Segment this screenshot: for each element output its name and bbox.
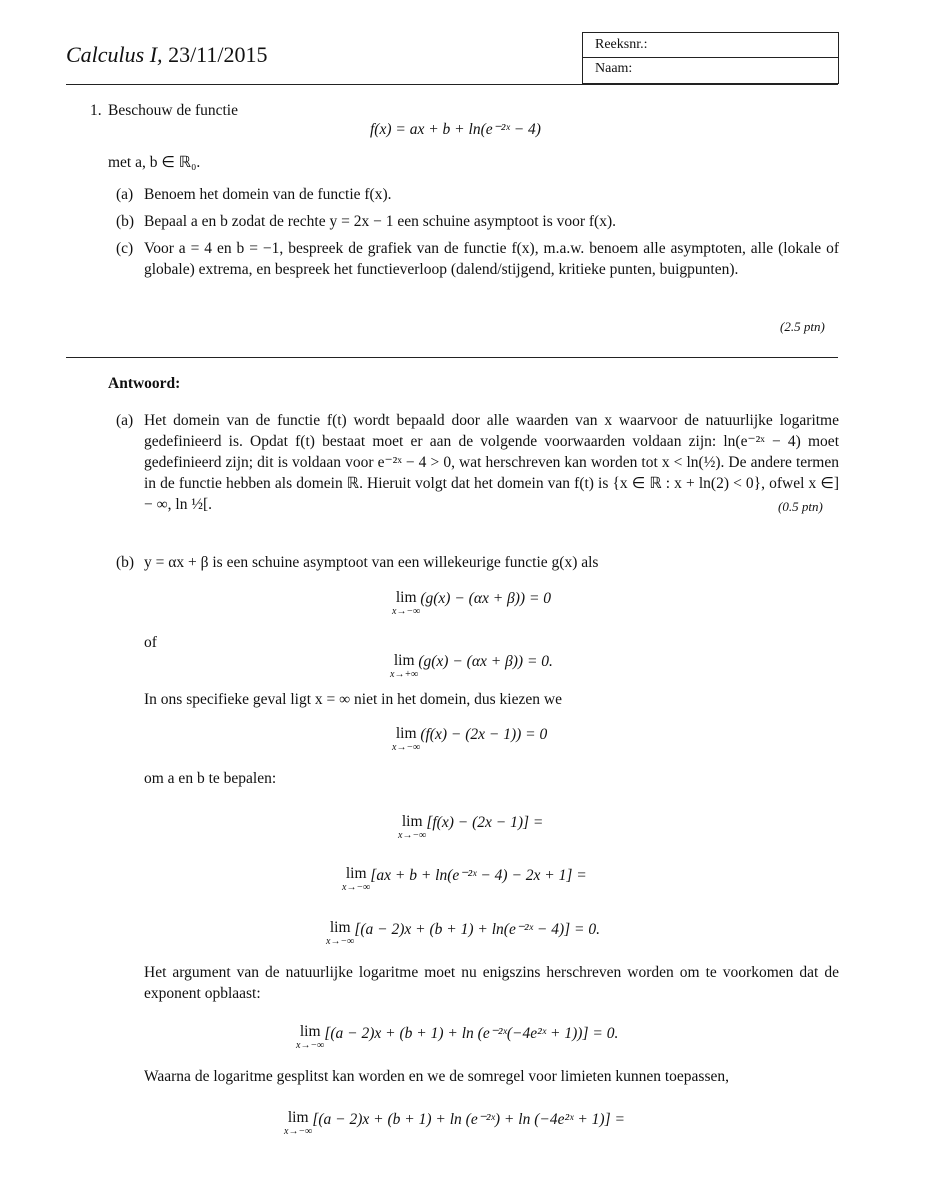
determine-text: om a en b te bepalen:: [144, 770, 277, 787]
student-info-box: [582, 32, 839, 84]
exam-date: 23/11/2015: [168, 42, 268, 67]
specific-case-text: In ons specifieke geval ligt x = ∞ niet in het domein, dus kiezen we: [144, 691, 562, 708]
part-c-label: (c): [116, 240, 134, 257]
page-title: [66, 42, 267, 68]
part-a-label: (a): [116, 186, 134, 203]
question-number: 1.: [90, 102, 102, 119]
question-intro: Beschouw de functie: [108, 102, 238, 119]
equation-2: lim x→+∞ (g(x) − (αx + β)) = 0.: [390, 652, 553, 680]
question-points: (2.5 ptn): [780, 319, 825, 334]
equation-1: lim x→−∞ (g(x) − (αx + β)) = 0: [392, 589, 552, 617]
part-b-label: (b): [116, 213, 135, 230]
equation-6: lim x→−∞ [(a − 2)x + (b + 1) + ln(e⁻²ˣ − 4)] = 0.: [326, 919, 601, 947]
answer-a-text: Het domein van de functie f(t) wordt bepaald door alle waarden van x waarvoor de natuurlijke logaritme gedefinieerd is. Opdat f(t) bestaat moet er aan de volgende voorwaarden voldaan zijn: ln(e⁻²ˣ − 4) moet gedefinieerd zijn; dit is voldaan voor e⁻²ˣ − 4 > 0, wat herschreven kan worden tot x < ln(½). De andere termen in de functie hebben als domein ℝ. Hieruit volgt dat het domein van f(t) is {x ∈ ℝ : x + ln(2) < 0}, ofwel x ∈] − ∞, ln ½[.: [144, 412, 839, 513]
reeksnr-label: Reeksnr.:: [595, 37, 648, 52]
rewrite-text: Het argument van de natuurlijke logaritme moet nu enigszins herschreven worden om te voorkomen dat de exponent opblaast:: [144, 964, 839, 1002]
answer-a-label: (a): [116, 412, 134, 429]
naam-label: Naam:: [595, 61, 633, 76]
parameter-condition: met a, b ∈ ℝ₀.: [108, 154, 201, 171]
equation-4: lim x→−∞ [f(x) − (2x − 1)] =: [398, 813, 544, 841]
equation-5: lim x→−∞ [ax + b + ln(e⁻²ˣ − 4) − 2x + 1] =: [342, 865, 587, 893]
equation-8: lim x→−∞ [(a − 2)x + (b + 1) + ln (e⁻²ˣ) + ln (−4e²ˣ + 1)] =: [284, 1109, 625, 1137]
part-a-text: Benoem het domein van de functie f(x).: [144, 186, 392, 203]
header-rule: [66, 84, 838, 85]
answer-b-intro: y = αx + β is een schuine asymptoot van een willekeurige functie g(x) als: [144, 554, 599, 571]
equation-7: lim x→−∞ [(a − 2)x + (b + 1) + ln (e⁻²ˣ(−4e²ˣ + 1))] = 0.: [296, 1023, 619, 1051]
info-divider: [583, 57, 838, 58]
course-name: Calculus I,: [66, 42, 163, 67]
equation-3: lim x→−∞ (f(x) − (2x − 1)) = 0: [392, 725, 548, 753]
split-text: Waarna de logaritme gesplitst kan worden en we de somregel voor limieten kunnen toepassen,: [144, 1068, 729, 1085]
section-rule: [66, 357, 838, 358]
part-c-text: Voor a = 4 en b = −1, bespreek de grafiek van de functie f(x), m.a.w. benoem alle asymptoten, alle (lokale of globale) extrema, en bespreek het functieverloop (dalend/stijgend, kritieke punten, buigpunten).: [144, 240, 839, 278]
answer-a-points: (0.5 ptn): [778, 499, 823, 514]
answer-heading: Antwoord:: [108, 375, 181, 392]
answer-b-label: (b): [116, 554, 135, 571]
function-definition: f(x) = ax + b + ln(e⁻²ˣ − 4): [370, 121, 541, 138]
part-b-text: Bepaal a en b zodat de rechte y = 2x − 1 een schuine asymptoot is voor f(x).: [144, 213, 617, 230]
or-text: of: [144, 634, 157, 651]
